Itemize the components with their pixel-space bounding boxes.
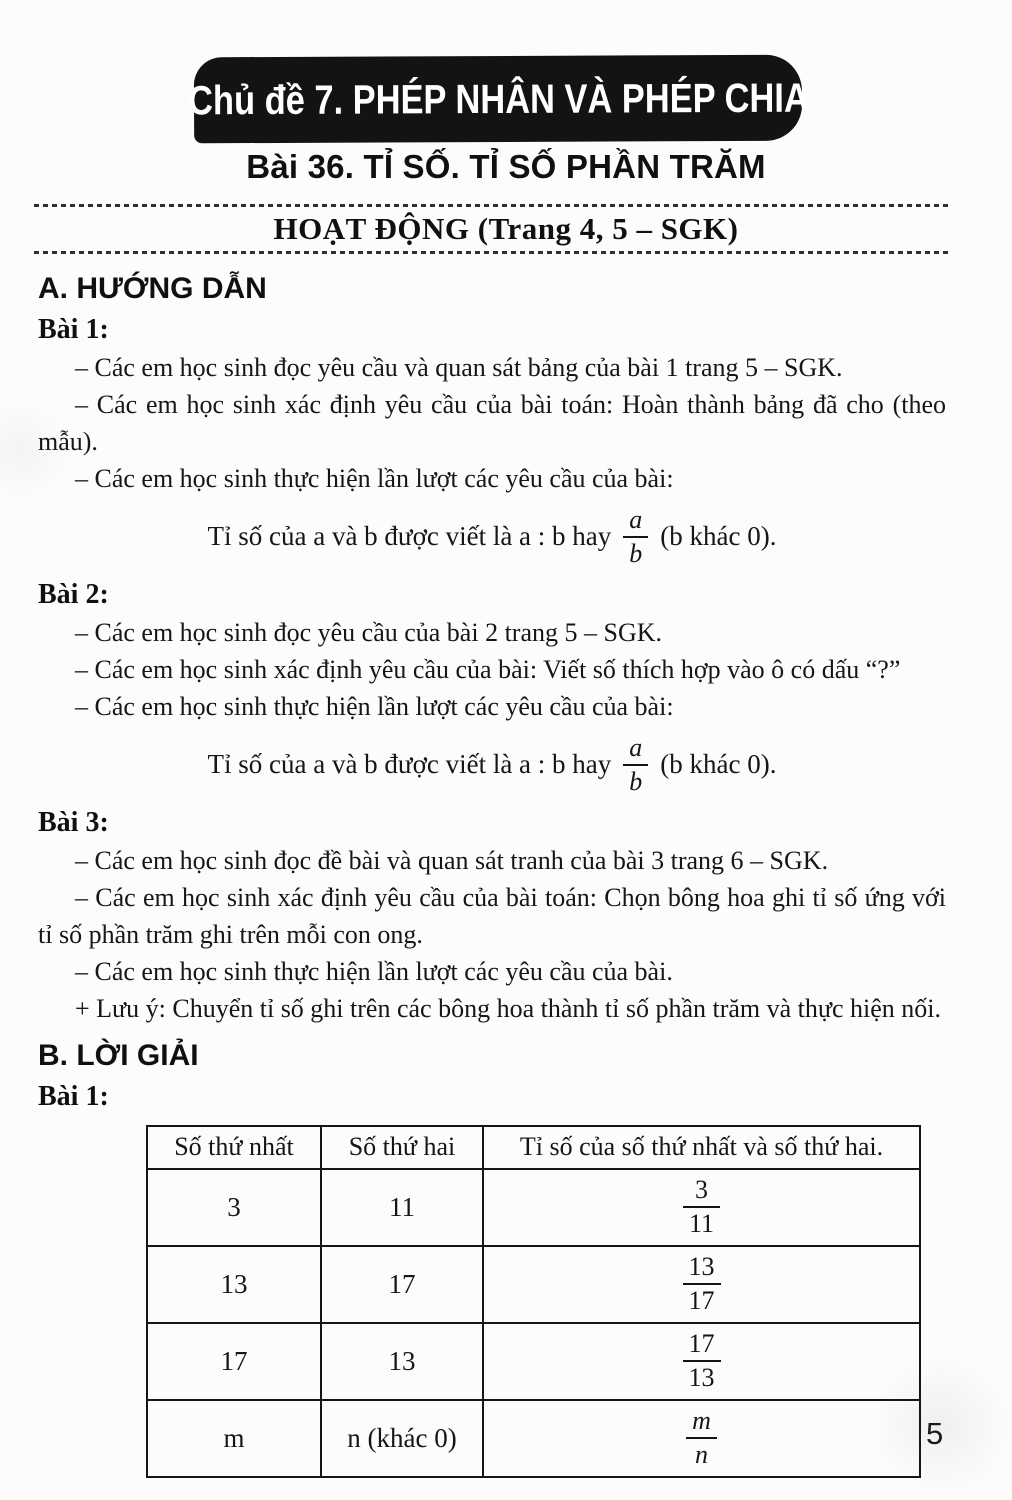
table-header-row bbox=[147, 1126, 920, 1169]
instruction-line: – Các em học sinh thực hiện lần lượt các yêu cầu của bài: bbox=[75, 464, 674, 493]
table-row bbox=[147, 1323, 920, 1400]
instruction-line: – Các em học sinh xác định yêu cầu của bài toán: Hoàn thành bảng đã cho (theo mẫu). bbox=[38, 390, 946, 456]
chapter-banner-label: Chủ đề 7. PHÉP NHÂN VÀ PHÉP CHIA bbox=[187, 74, 809, 123]
table-cell-first: 13 bbox=[147, 1246, 321, 1323]
table-row bbox=[147, 1400, 920, 1477]
formula-text-after: (b khác 0). bbox=[660, 521, 777, 552]
solution-table bbox=[146, 1125, 921, 1478]
instruction-line: + Lưu ý: Chuyển tỉ số ghi trên các bông hoa thành tỉ số phần trăm và thực hiện nối. bbox=[75, 993, 942, 1023]
ratio-formula-2 bbox=[38, 733, 946, 797]
instruction-line: – Các em học sinh đọc yêu cầu và quan sát bảng của bài 1 trang 5 – SGK. bbox=[75, 353, 843, 382]
instruction-line: – Các em học sinh xác định yêu cầu của bài: Viết số thích hợp vào ô có dấu “?” bbox=[75, 654, 901, 684]
fraction-denominator: 11 bbox=[683, 1206, 720, 1239]
table-header-first-number: Số thứ nhất bbox=[147, 1126, 321, 1169]
fraction-denominator: 13 bbox=[683, 1360, 721, 1393]
instruction-line: – Các em học sinh xác định yêu cầu của bài toán: Chọn bông hoa ghi tỉ số ứng với tỉ số phần trăm ghi trên mỗi con ong. bbox=[38, 882, 946, 949]
table-cell-ratio bbox=[483, 1323, 920, 1400]
fraction-denominator: b bbox=[623, 764, 648, 797]
fraction-numerator: 3 bbox=[694, 1175, 708, 1205]
page-content bbox=[38, 272, 946, 1478]
ratio-fraction bbox=[683, 1329, 721, 1393]
fraction-a-over-b bbox=[623, 505, 648, 569]
activity-heading: HOẠT ĐỘNG (Trang 4, 5 – SGK) bbox=[273, 211, 739, 246]
fraction-numerator: 17 bbox=[688, 1329, 715, 1359]
table-header-ratio: Tỉ số của số thứ nhất và số thứ hai. bbox=[483, 1126, 920, 1169]
table-cell-second: 17 bbox=[321, 1246, 483, 1323]
section-b-heading: B. LỜI GIẢI bbox=[38, 1038, 199, 1072]
fraction-denominator: n bbox=[686, 1437, 717, 1470]
ratio-formula-1 bbox=[38, 505, 946, 569]
table-cell-second: n (khác 0) bbox=[321, 1400, 483, 1477]
fraction-denominator: b bbox=[623, 536, 648, 569]
formula-text-after: (b khác 0). bbox=[660, 749, 777, 780]
instruction-line: – Các em học sinh đọc yêu cầu của bài 2 trang 5 – SGK. bbox=[75, 617, 663, 647]
instruction-line: – Các em học sinh thực hiện lần lượt các yêu cầu của bài. bbox=[75, 956, 673, 986]
fraction-denominator: 17 bbox=[683, 1283, 721, 1316]
exercise-3-label: Bài 3: bbox=[38, 806, 109, 838]
ratio-fraction bbox=[683, 1252, 721, 1316]
fraction-numerator: a bbox=[629, 732, 643, 762]
fraction-numerator: 13 bbox=[688, 1252, 715, 1282]
table-cell-ratio bbox=[483, 1246, 920, 1323]
table-cell-first: 17 bbox=[147, 1323, 321, 1400]
instruction-line: – Các em học sinh đọc đề bài và quan sát tranh của bài 3 trang 6 – SGK. bbox=[75, 845, 829, 875]
ratio-fraction bbox=[686, 1406, 717, 1470]
page-number: 5 bbox=[926, 1416, 944, 1451]
fraction-numerator: a bbox=[629, 505, 643, 534]
fraction-a-over-b bbox=[623, 733, 648, 797]
ratio-fraction bbox=[683, 1175, 720, 1239]
table-cell-second: 11 bbox=[321, 1169, 483, 1246]
dashed-divider-bottom bbox=[34, 251, 948, 254]
exercise-2-label: Bài 2: bbox=[38, 578, 109, 610]
instruction-line: – Các em học sinh thực hiện lần lượt các yêu cầu của bài: bbox=[75, 691, 674, 721]
section-a-heading: A. HƯỚNG DẪN bbox=[38, 272, 267, 305]
dashed-divider-top bbox=[34, 204, 948, 207]
chapter-banner bbox=[187, 55, 809, 144]
table-cell-first: m bbox=[147, 1400, 321, 1477]
fraction-numerator: m bbox=[692, 1406, 711, 1436]
solution-bai1-label: Bài 1: bbox=[38, 1080, 109, 1112]
table-cell-ratio bbox=[483, 1169, 920, 1246]
formula-text-before: Tỉ số của a và b được viết là a : b hay bbox=[207, 521, 612, 552]
table-row bbox=[147, 1169, 920, 1246]
table-cell-ratio bbox=[483, 1400, 920, 1477]
lesson-title: Bài 36. TỈ SỐ. TỈ SỐ PHẦN TRĂM bbox=[246, 148, 766, 185]
table-cell-first: 3 bbox=[147, 1169, 321, 1246]
formula-text-before: Tỉ số của a và b được viết là a : b hay bbox=[207, 749, 612, 780]
table-row bbox=[147, 1246, 920, 1323]
table-cell-second: 13 bbox=[321, 1323, 483, 1400]
table-header-second-number: Số thứ hai bbox=[321, 1126, 483, 1169]
exercise-1-label: Bài 1: bbox=[38, 314, 109, 345]
